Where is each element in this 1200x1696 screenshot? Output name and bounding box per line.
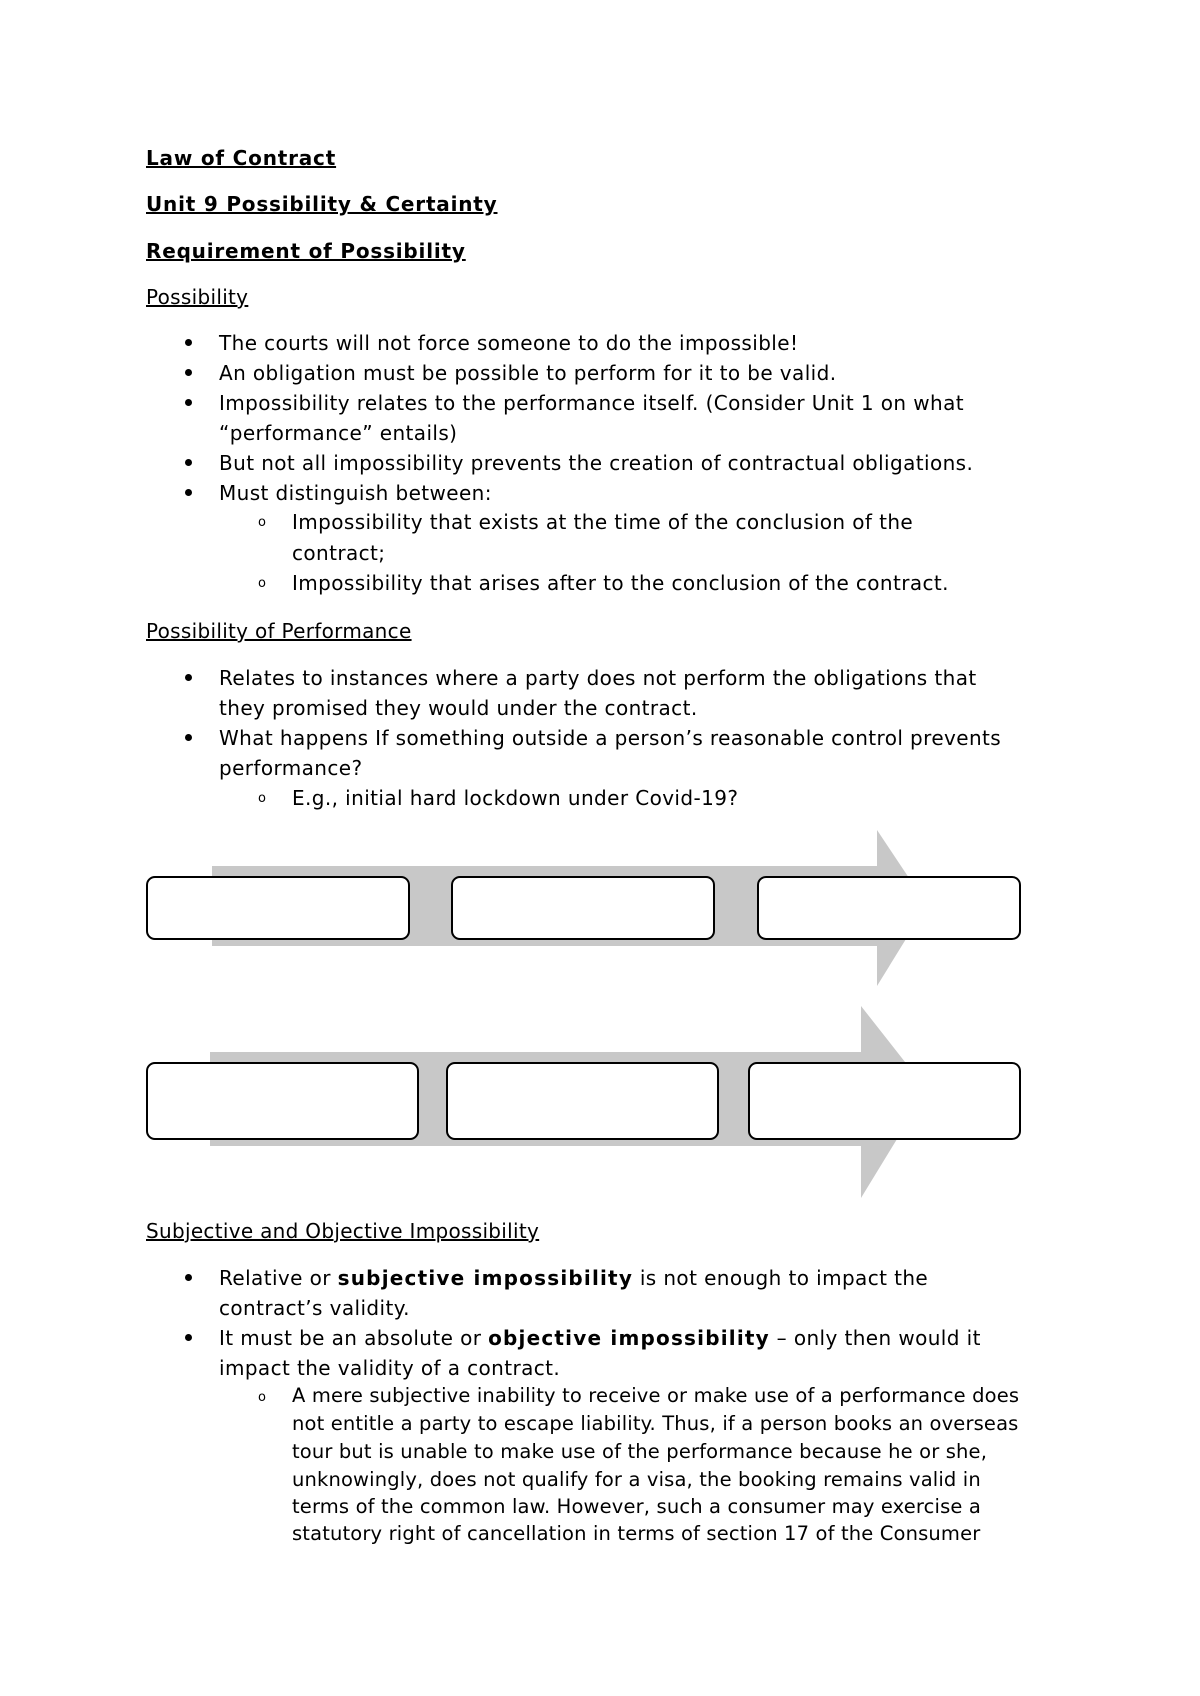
- document-title: Law of Contract: [146, 146, 337, 170]
- process-box-5: [446, 1062, 719, 1140]
- list-item: But not all impossibility prevents the creation of contractual obligations.: [219, 451, 974, 475]
- paragraph-line: terms of the common law. However, such a consumer may exercise a: [292, 1495, 981, 1518]
- sub-bullet-icon: o: [258, 791, 266, 806]
- list-item: Impossibility relates to the performance itself. (Consider Unit 1 on what: [219, 391, 964, 415]
- list-item-continuation: impact the validity of a contract.: [219, 1356, 561, 1380]
- bullet-icon: [185, 339, 192, 346]
- paragraph-line: tour but is unable to make use of the performance because he or she,: [292, 1440, 988, 1463]
- list-item-continuation: performance?: [219, 756, 363, 780]
- sub-bullet-icon: o: [258, 1390, 266, 1405]
- paragraph-line: statutory right of cancellation in terms of section 17 of the Consumer: [292, 1522, 981, 1545]
- bullet-icon: [185, 1334, 192, 1341]
- emphasis-text: objective impossibility: [488, 1326, 770, 1350]
- emphasis-text: subjective impossibility: [337, 1266, 634, 1290]
- bullet-icon: [185, 369, 192, 376]
- bullet-icon: [185, 489, 192, 496]
- list-item: Relative or subjective impossibility is not enough to impact the: [219, 1266, 929, 1290]
- bullet-icon: [185, 459, 192, 466]
- paragraph-line: not entitle a party to escape liability. Thus, if a person books an overseas: [292, 1412, 1019, 1435]
- process-box-4: [146, 1062, 419, 1140]
- process-box-2: [451, 876, 715, 940]
- list-item-continuation: “performance” entails): [219, 421, 458, 445]
- performance-heading: Possibility of Performance: [146, 619, 412, 643]
- process-box-3: [757, 876, 1021, 940]
- unit-heading: Unit 9 Possibility & Certainty: [146, 192, 498, 216]
- list-item-continuation: they promised they would under the contract.: [219, 696, 698, 720]
- list-item: It must be an absolute or objective impossibility – only then would it: [219, 1326, 981, 1350]
- paragraph-line: A mere subjective inability to receive or make use of a performance does: [292, 1384, 1020, 1407]
- sub-list-item-continuation: contract;: [292, 541, 386, 565]
- sub-list-item: Impossibility that exists at the time of the conclusion of the: [292, 510, 914, 534]
- list-item: The courts will not force someone to do the impossible!: [219, 331, 799, 355]
- section-heading: Requirement of Possibility: [146, 239, 466, 263]
- list-item: What happens If something outside a person’s reasonable control prevents: [219, 726, 1002, 750]
- list-item: An obligation must be possible to perform for it to be valid.: [219, 361, 837, 385]
- list-item: Must distinguish between:: [219, 481, 492, 505]
- bullet-icon: [185, 674, 192, 681]
- bullet-icon: [185, 1274, 192, 1281]
- sub-bullet-icon: o: [258, 576, 266, 591]
- paragraph-line: unknowingly, does not qualify for a visa, the booking remains valid in: [292, 1468, 981, 1491]
- process-box-6: [748, 1062, 1021, 1140]
- sub-bullet-icon: o: [258, 515, 266, 530]
- subjective-heading: Subjective and Objective Impossibility: [146, 1219, 540, 1243]
- list-item: Relates to instances where a party does not perform the obligations that: [219, 666, 977, 690]
- process-box-1: [146, 876, 410, 940]
- sub-list-item: E.g., initial hard lockdown under Covid-19?: [292, 786, 739, 810]
- bullet-icon: [185, 399, 192, 406]
- possibility-heading: Possibility: [146, 285, 249, 309]
- sub-list-item: Impossibility that arises after to the conclusion of the contract.: [292, 571, 949, 595]
- bullet-icon: [185, 734, 192, 741]
- list-item-continuation: contract’s validity.: [219, 1296, 410, 1320]
